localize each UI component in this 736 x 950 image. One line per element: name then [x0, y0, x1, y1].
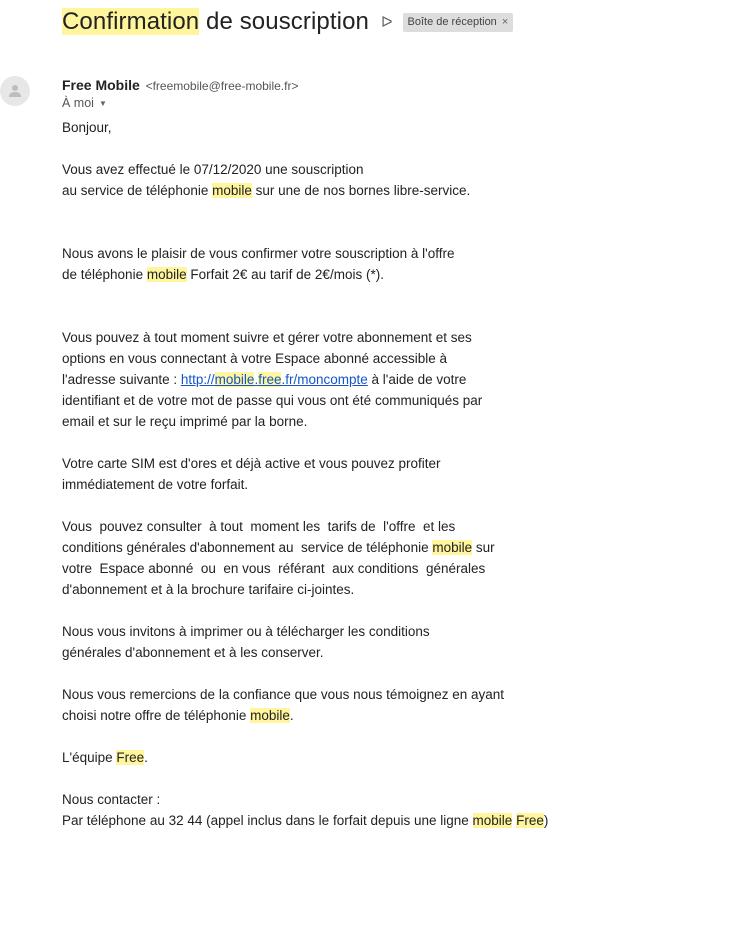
paragraph-6: Nous vous invitons à imprimer ou à télécharger les conditions générales d'abonnement et à les conserver. — [62, 624, 430, 660]
contact-section: Nous contacter : Par téléphone au 32 44 (appel inclus dans le forfait depuis une ligne mobile Free) — [62, 792, 549, 828]
signature: L'équipe Free. — [62, 750, 148, 765]
email-subject: Confirmation de souscription — [62, 8, 369, 35]
subject-row — [62, 4, 513, 40]
person-icon — [0, 76, 30, 106]
paragraph-1: Vous avez effectué le 07/12/2020 une souscription au service de téléphonie mobile sur une de nos bornes libre-service. — [62, 162, 471, 198]
inbox-label-chip[interactable] — [403, 13, 514, 32]
sender-email: <freemobile@free-mobile.fr> — [145, 79, 299, 93]
remove-label-icon[interactable]: × — [501, 16, 509, 28]
paragraph-5: Vous pouvez consulter à tout moment les tarifs de l'offre et les conditions générales d'abonnement au service de téléphonie mobile sur votre Espace abonné ou en vous référant aux conditions générales d'abonnement et à la brochure tarifaire ci-jointes. — [62, 519, 495, 597]
paragraph-4: Votre carte SIM est d'ores et déjà active et vous pouvez profiter immédiatement de votre forfait. — [62, 456, 441, 492]
caret-down-icon: ▼ — [98, 98, 107, 108]
greeting: Bonjour, — [62, 120, 112, 135]
importance-marker-icon[interactable]: ᐅ — [380, 13, 393, 31]
sender-name[interactable]: Free Mobile — [62, 77, 140, 93]
recipient-dropdown[interactable] — [62, 96, 107, 110]
inbox-label-text: Boîte de réception — [407, 16, 497, 28]
paragraph-3: Vous pouvez à tout moment suivre et gérer votre abonnement et ses options en vous connectant à votre Espace abonné accessible à l'adresse suivante : http://mobile.free.fr/moncompte à l'aide de votre identifiant et de votre mot de passe qui vous ont été communiqués par email et sur le reçu imprimé par la borne. — [62, 330, 483, 429]
email-body — [62, 117, 732, 831]
account-link[interactable]: http://mobile.free.fr/moncompte — [180, 372, 368, 387]
recipient-label: À moi — [62, 96, 94, 110]
paragraph-2: Nous avons le plaisir de vous confirmer votre souscription à l'offre de téléphonie mobile Forfait 2€ au tarif de 2€/mois (*). — [62, 246, 455, 282]
sender-line — [62, 77, 298, 93]
paragraph-7: Nous vous remercions de la confiance que vous nous témoignez en ayant choisi notre offre de téléphonie mobile. — [62, 687, 505, 723]
sender-avatar[interactable] — [0, 76, 30, 106]
